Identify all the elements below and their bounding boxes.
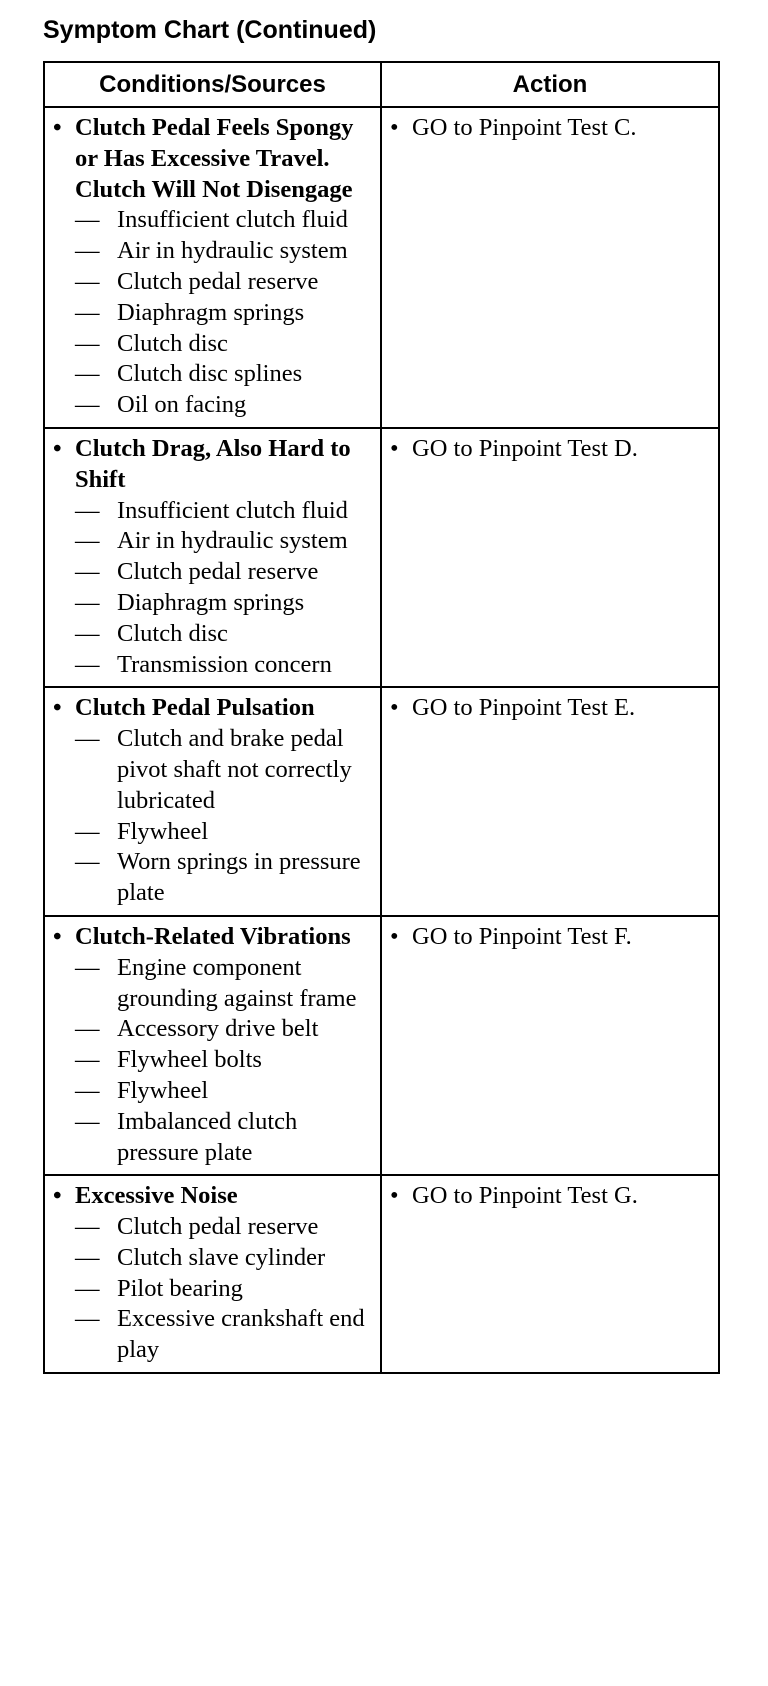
bullet-icon: • — [390, 434, 399, 462]
dash-icon: — — [75, 1076, 100, 1104]
cause-item — [53, 619, 374, 650]
bullet-icon: • — [53, 922, 62, 950]
cause-item — [53, 390, 374, 421]
bullet-icon: • — [390, 114, 399, 141]
cause-item — [53, 329, 374, 360]
bullet-icon: • — [390, 922, 399, 950]
condition-title: Clutch Pedal Feels Spongy or Has Excessive Travel. Clutch Will Not Disengage — [75, 114, 354, 203]
dash-icon: — — [75, 1046, 100, 1074]
action-line — [390, 113, 712, 144]
cause-item — [53, 236, 374, 267]
dash-icon: — — [75, 650, 100, 678]
condition-heading — [53, 922, 374, 953]
condition-heading — [53, 1181, 374, 1212]
cause-list — [53, 496, 374, 681]
cause-text: Accessory drive belt — [117, 1015, 319, 1043]
cause-text: Excessive crankshaft end play — [117, 1305, 365, 1364]
bullet-icon: • — [390, 694, 399, 722]
condition-cell — [44, 1175, 381, 1373]
cause-item — [53, 205, 374, 236]
cause-item — [53, 526, 374, 557]
action-line — [390, 922, 712, 953]
cause-item — [53, 267, 374, 298]
action-line — [390, 434, 712, 465]
dash-icon: — — [75, 237, 100, 265]
cause-item — [53, 298, 374, 329]
page-title: Symptom Chart (Continued) — [43, 16, 377, 44]
cause-text: Clutch disc — [117, 619, 228, 647]
cause-text: Oil on facing — [117, 391, 247, 419]
cause-item — [53, 953, 374, 1015]
action-text: GO to Pinpoint Test F. — [412, 922, 632, 950]
condition-heading — [53, 434, 374, 496]
action-line — [390, 1181, 712, 1212]
dash-icon: — — [75, 496, 100, 524]
action-cell — [381, 428, 719, 687]
dash-icon: — — [75, 1243, 100, 1271]
cause-text: Diaphragm springs — [117, 588, 305, 616]
table-header-row — [44, 62, 719, 107]
cause-list — [53, 953, 374, 1169]
cause-item — [53, 496, 374, 527]
condition-heading — [53, 693, 374, 724]
condition-cell — [44, 687, 381, 916]
dash-icon: — — [75, 329, 100, 357]
cause-text: Imbalanced clutch pressure plate — [117, 1107, 298, 1166]
cause-item — [53, 588, 374, 619]
cause-list — [53, 724, 374, 909]
bullet-icon: • — [53, 434, 62, 462]
cause-text: Flywheel — [117, 1076, 209, 1104]
dash-icon: — — [75, 725, 100, 753]
dash-icon: — — [75, 1213, 100, 1241]
cause-text: Clutch disc splines — [117, 360, 303, 388]
cause-item — [53, 359, 374, 390]
cause-item — [53, 817, 374, 848]
cause-text: Air in hydraulic system — [117, 237, 348, 265]
cause-text: Clutch and brake pedal pivot shaft not correctly lubricated — [117, 725, 352, 814]
table-row — [44, 428, 719, 687]
dash-icon: — — [75, 1015, 100, 1043]
cause-item — [53, 650, 374, 681]
cause-text: Engine component grounding against frame — [117, 953, 357, 1012]
table-row — [44, 1175, 719, 1373]
condition-title: Excessive Noise — [75, 1182, 238, 1210]
dash-icon: — — [75, 360, 100, 388]
cause-item — [53, 1045, 374, 1076]
condition-title: Clutch Drag, Also Hard to Shift — [75, 434, 351, 493]
cause-text: Flywheel — [117, 817, 209, 845]
cause-text: Clutch disc — [117, 329, 228, 357]
dash-icon: — — [75, 953, 100, 981]
condition-title: Clutch-Related Vibrations — [75, 922, 351, 950]
action-cell — [381, 687, 719, 916]
condition-heading — [53, 113, 374, 205]
cause-text: Clutch slave cylinder — [117, 1243, 326, 1271]
cause-item — [53, 557, 374, 588]
cause-item — [53, 1107, 374, 1169]
header-conditions-sources: Conditions/Sources — [44, 62, 381, 107]
dash-icon: — — [75, 298, 100, 326]
cause-text: Diaphragm springs — [117, 298, 305, 326]
bullet-icon: • — [390, 1182, 399, 1210]
cause-item — [53, 847, 374, 909]
cause-text: Clutch pedal reserve — [117, 267, 319, 295]
action-line — [390, 693, 712, 724]
bullet-icon: • — [53, 1182, 62, 1210]
action-text: GO to Pinpoint Test G. — [412, 1182, 638, 1210]
dash-icon: — — [75, 527, 100, 555]
cause-text: Insufficient clutch fluid — [117, 206, 348, 234]
dash-icon: — — [75, 619, 100, 647]
action-cell — [381, 916, 719, 1175]
condition-cell — [44, 428, 381, 687]
cause-item — [53, 1076, 374, 1107]
dash-icon: — — [75, 848, 100, 876]
action-text: GO to Pinpoint Test C. — [412, 114, 637, 141]
dash-icon: — — [75, 1107, 100, 1135]
cause-text: Transmission concern — [117, 650, 332, 678]
cause-list — [53, 1212, 374, 1366]
condition-cell — [44, 916, 381, 1175]
dash-icon: — — [75, 588, 100, 616]
cause-text: Pilot bearing — [117, 1274, 243, 1302]
dash-icon: — — [75, 267, 100, 295]
cause-item — [53, 1014, 374, 1045]
dash-icon: — — [75, 1274, 100, 1302]
action-text: GO to Pinpoint Test D. — [412, 434, 638, 462]
header-action: Action — [381, 62, 719, 107]
bullet-icon: • — [53, 694, 62, 722]
cause-item — [53, 1212, 374, 1243]
condition-title: Clutch Pedal Pulsation — [75, 694, 315, 722]
dash-icon: — — [75, 206, 100, 234]
cause-item — [53, 724, 374, 816]
cause-item — [53, 1243, 374, 1274]
condition-cell — [44, 107, 381, 428]
cause-item — [53, 1274, 374, 1305]
action-text: GO to Pinpoint Test E. — [412, 694, 636, 722]
action-cell — [381, 107, 719, 428]
dash-icon: — — [75, 391, 100, 419]
dash-icon: — — [75, 817, 100, 845]
cause-text: Insufficient clutch fluid — [117, 496, 348, 524]
cause-text: Worn springs in pressure plate — [117, 848, 361, 907]
action-cell — [381, 1175, 719, 1373]
table-row — [44, 916, 719, 1175]
table-row — [44, 687, 719, 916]
cause-text: Air in hydraulic system — [117, 527, 348, 555]
table-body — [44, 107, 719, 1373]
bullet-icon: • — [53, 114, 62, 141]
cause-text: Clutch pedal reserve — [117, 1213, 319, 1241]
dash-icon: — — [75, 558, 100, 586]
cause-item — [53, 1304, 374, 1366]
cause-text: Flywheel bolts — [117, 1046, 262, 1074]
dash-icon: — — [75, 1305, 100, 1333]
table-row — [44, 107, 719, 428]
cause-text: Clutch pedal reserve — [117, 558, 319, 586]
cause-list — [53, 205, 374, 421]
symptom-table — [43, 61, 720, 1374]
